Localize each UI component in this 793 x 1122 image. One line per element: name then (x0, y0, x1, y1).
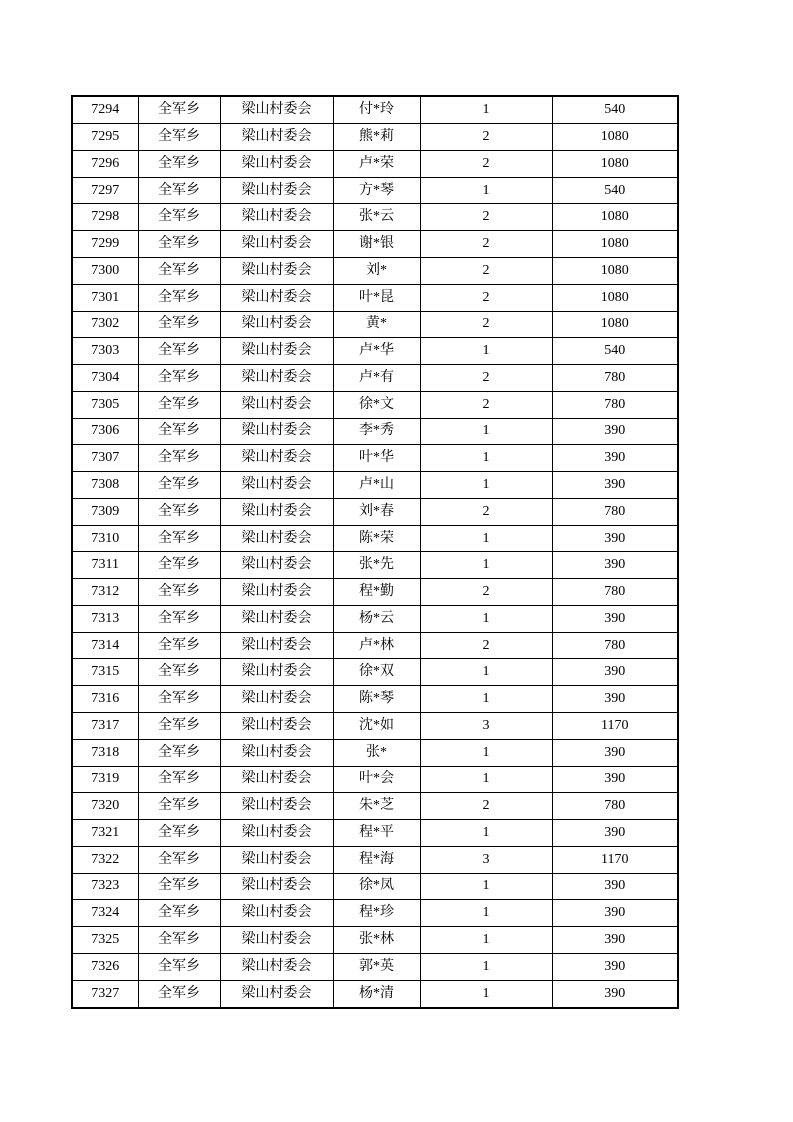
cell-person-name: 卢*华 (333, 338, 420, 365)
table-row (72, 338, 678, 365)
cell-village: 梁山村委会 (220, 739, 333, 766)
cell-person-count: 2 (420, 498, 552, 525)
cell-amount: 390 (552, 659, 678, 686)
cell-village: 梁山村委会 (220, 472, 333, 499)
table-row (72, 418, 678, 445)
cell-township: 全军乡 (138, 231, 220, 258)
cell-amount: 540 (552, 338, 678, 365)
cell-person-count: 1 (420, 418, 552, 445)
cell-record-id: 7296 (72, 150, 138, 177)
cell-record-id: 7311 (72, 552, 138, 579)
cell-person-count: 1 (420, 605, 552, 632)
table-row (72, 365, 678, 392)
cell-person-count: 3 (420, 846, 552, 873)
cell-person-count: 2 (420, 311, 552, 338)
cell-amount: 390 (552, 900, 678, 927)
table-row (72, 177, 678, 204)
cell-person-name: 黄* (333, 311, 420, 338)
cell-village: 梁山村委会 (220, 793, 333, 820)
cell-person-count: 1 (420, 873, 552, 900)
cell-record-id: 7324 (72, 900, 138, 927)
cell-person-count: 1 (420, 552, 552, 579)
table-row (72, 739, 678, 766)
cell-township: 全军乡 (138, 632, 220, 659)
cell-township: 全军乡 (138, 284, 220, 311)
cell-record-id: 7301 (72, 284, 138, 311)
cell-village: 梁山村委会 (220, 605, 333, 632)
cell-person-name: 沈*如 (333, 713, 420, 740)
cell-person-name: 陈*荣 (333, 525, 420, 552)
cell-village: 梁山村委会 (220, 953, 333, 980)
cell-record-id: 7318 (72, 739, 138, 766)
cell-village: 梁山村委会 (220, 204, 333, 231)
cell-township: 全军乡 (138, 311, 220, 338)
cell-village: 梁山村委会 (220, 632, 333, 659)
table-row (72, 766, 678, 793)
cell-person-name: 方*琴 (333, 177, 420, 204)
cell-village: 梁山村委会 (220, 284, 333, 311)
cell-amount: 1080 (552, 284, 678, 311)
table-row (72, 659, 678, 686)
cell-record-id: 7313 (72, 605, 138, 632)
cell-record-id: 7295 (72, 124, 138, 151)
table-row (72, 552, 678, 579)
cell-amount: 780 (552, 579, 678, 606)
cell-amount: 390 (552, 525, 678, 552)
cell-person-name: 杨*云 (333, 605, 420, 632)
table-row (72, 927, 678, 954)
cell-village: 梁山村委会 (220, 980, 333, 1008)
cell-person-name: 张* (333, 739, 420, 766)
cell-amount: 780 (552, 793, 678, 820)
cell-person-name: 谢*银 (333, 231, 420, 258)
table-row (72, 311, 678, 338)
cell-person-name: 刘*春 (333, 498, 420, 525)
cell-township: 全军乡 (138, 579, 220, 606)
cell-person-name: 叶*华 (333, 445, 420, 472)
cell-person-count: 1 (420, 980, 552, 1008)
cell-township: 全军乡 (138, 204, 220, 231)
table-row (72, 980, 678, 1008)
table-row (72, 525, 678, 552)
cell-person-count: 2 (420, 632, 552, 659)
cell-township: 全军乡 (138, 605, 220, 632)
cell-person-name: 程*海 (333, 846, 420, 873)
cell-village: 梁山村委会 (220, 900, 333, 927)
cell-township: 全军乡 (138, 793, 220, 820)
cell-amount: 390 (552, 605, 678, 632)
cell-amount: 1080 (552, 311, 678, 338)
table-row (72, 873, 678, 900)
cell-record-id: 7310 (72, 525, 138, 552)
table-row (72, 953, 678, 980)
cell-record-id: 7325 (72, 927, 138, 954)
cell-township: 全军乡 (138, 96, 220, 124)
cell-amount: 540 (552, 96, 678, 124)
cell-township: 全军乡 (138, 846, 220, 873)
cell-record-id: 7315 (72, 659, 138, 686)
cell-amount: 780 (552, 632, 678, 659)
cell-village: 梁山村委会 (220, 525, 333, 552)
cell-village: 梁山村委会 (220, 927, 333, 954)
cell-person-count: 2 (420, 391, 552, 418)
cell-township: 全军乡 (138, 552, 220, 579)
cell-person-name: 张*云 (333, 204, 420, 231)
cell-person-name: 张*林 (333, 927, 420, 954)
cell-person-count: 1 (420, 953, 552, 980)
cell-person-count: 2 (420, 579, 552, 606)
cell-person-name: 叶*会 (333, 766, 420, 793)
cell-record-id: 7327 (72, 980, 138, 1008)
cell-person-name: 叶*昆 (333, 284, 420, 311)
cell-village: 梁山村委会 (220, 445, 333, 472)
cell-amount: 1170 (552, 713, 678, 740)
cell-township: 全军乡 (138, 391, 220, 418)
cell-village: 梁山村委会 (220, 177, 333, 204)
cell-record-id: 7321 (72, 820, 138, 847)
cell-record-id: 7300 (72, 257, 138, 284)
cell-amount: 1080 (552, 257, 678, 284)
table-row (72, 900, 678, 927)
cell-amount: 780 (552, 391, 678, 418)
cell-person-count: 1 (420, 900, 552, 927)
cell-township: 全军乡 (138, 739, 220, 766)
cell-record-id: 7303 (72, 338, 138, 365)
cell-amount: 540 (552, 177, 678, 204)
cell-amount: 1080 (552, 124, 678, 151)
cell-village: 梁山村委会 (220, 338, 333, 365)
cell-record-id: 7308 (72, 472, 138, 499)
table-row (72, 284, 678, 311)
cell-village: 梁山村委会 (220, 311, 333, 338)
cell-person-count: 2 (420, 365, 552, 392)
cell-record-id: 7323 (72, 873, 138, 900)
cell-person-name: 杨*清 (333, 980, 420, 1008)
cell-township: 全军乡 (138, 713, 220, 740)
cell-person-count: 3 (420, 713, 552, 740)
cell-person-count: 1 (420, 472, 552, 499)
cell-township: 全军乡 (138, 472, 220, 499)
cell-amount: 390 (552, 739, 678, 766)
cell-amount: 1080 (552, 150, 678, 177)
cell-person-name: 程*勤 (333, 579, 420, 606)
table-row (72, 686, 678, 713)
cell-amount: 390 (552, 445, 678, 472)
cell-record-id: 7322 (72, 846, 138, 873)
cell-township: 全军乡 (138, 338, 220, 365)
cell-amount: 1080 (552, 231, 678, 258)
table-row (72, 846, 678, 873)
cell-amount: 390 (552, 873, 678, 900)
cell-record-id: 7298 (72, 204, 138, 231)
cell-amount: 390 (552, 418, 678, 445)
cell-township: 全军乡 (138, 365, 220, 392)
cell-person-name: 熊*莉 (333, 124, 420, 151)
cell-record-id: 7326 (72, 953, 138, 980)
cell-amount: 780 (552, 365, 678, 392)
cell-record-id: 7302 (72, 311, 138, 338)
cell-township: 全军乡 (138, 766, 220, 793)
cell-township: 全军乡 (138, 873, 220, 900)
cell-village: 梁山村委会 (220, 820, 333, 847)
cell-village: 梁山村委会 (220, 579, 333, 606)
cell-record-id: 7312 (72, 579, 138, 606)
table-row (72, 820, 678, 847)
cell-person-name: 卢*有 (333, 365, 420, 392)
cell-village: 梁山村委会 (220, 365, 333, 392)
cell-record-id: 7299 (72, 231, 138, 258)
cell-person-count: 2 (420, 150, 552, 177)
cell-township: 全军乡 (138, 525, 220, 552)
cell-record-id: 7314 (72, 632, 138, 659)
table-row (72, 257, 678, 284)
cell-person-count: 1 (420, 686, 552, 713)
cell-person-count: 2 (420, 204, 552, 231)
table-row (72, 605, 678, 632)
table-row (72, 445, 678, 472)
table-row (72, 713, 678, 740)
cell-amount: 390 (552, 820, 678, 847)
cell-village: 梁山村委会 (220, 124, 333, 151)
cell-record-id: 7306 (72, 418, 138, 445)
cell-village: 梁山村委会 (220, 96, 333, 124)
cell-amount: 390 (552, 980, 678, 1008)
cell-person-count: 1 (420, 96, 552, 124)
cell-township: 全军乡 (138, 953, 220, 980)
cell-township: 全军乡 (138, 498, 220, 525)
cell-person-count: 1 (420, 927, 552, 954)
cell-village: 梁山村委会 (220, 150, 333, 177)
cell-person-count: 1 (420, 445, 552, 472)
cell-village: 梁山村委会 (220, 873, 333, 900)
cell-person-name: 张*先 (333, 552, 420, 579)
cell-person-name: 卢*林 (333, 632, 420, 659)
cell-village: 梁山村委会 (220, 498, 333, 525)
cell-township: 全军乡 (138, 686, 220, 713)
cell-village: 梁山村委会 (220, 418, 333, 445)
cell-person-count: 2 (420, 231, 552, 258)
cell-person-count: 1 (420, 766, 552, 793)
table-row (72, 391, 678, 418)
cell-person-count: 2 (420, 124, 552, 151)
table-row (72, 472, 678, 499)
cell-person-name: 陈*琴 (333, 686, 420, 713)
table-row (72, 124, 678, 151)
cell-record-id: 7304 (72, 365, 138, 392)
beneficiary-table (71, 95, 679, 1009)
cell-record-id: 7307 (72, 445, 138, 472)
table-row (72, 793, 678, 820)
cell-township: 全军乡 (138, 820, 220, 847)
cell-amount: 390 (552, 953, 678, 980)
cell-record-id: 7305 (72, 391, 138, 418)
cell-village: 梁山村委会 (220, 713, 333, 740)
cell-amount: 390 (552, 686, 678, 713)
cell-person-count: 1 (420, 338, 552, 365)
cell-record-id: 7320 (72, 793, 138, 820)
cell-person-count: 1 (420, 820, 552, 847)
cell-person-name: 徐*凤 (333, 873, 420, 900)
table-row (72, 150, 678, 177)
cell-village: 梁山村委会 (220, 846, 333, 873)
cell-township: 全军乡 (138, 659, 220, 686)
cell-person-name: 郭*英 (333, 953, 420, 980)
cell-village: 梁山村委会 (220, 766, 333, 793)
cell-person-count: 1 (420, 177, 552, 204)
cell-person-name: 朱*芝 (333, 793, 420, 820)
cell-person-count: 2 (420, 257, 552, 284)
cell-village: 梁山村委会 (220, 391, 333, 418)
cell-person-name: 程*平 (333, 820, 420, 847)
cell-record-id: 7316 (72, 686, 138, 713)
cell-person-count: 2 (420, 793, 552, 820)
cell-amount: 390 (552, 766, 678, 793)
cell-amount: 390 (552, 927, 678, 954)
cell-person-name: 卢*荣 (333, 150, 420, 177)
cell-person-count: 1 (420, 525, 552, 552)
cell-record-id: 7317 (72, 713, 138, 740)
cell-township: 全军乡 (138, 445, 220, 472)
cell-person-name: 卢*山 (333, 472, 420, 499)
table-body (72, 96, 678, 1008)
cell-person-name: 程*珍 (333, 900, 420, 927)
cell-township: 全军乡 (138, 257, 220, 284)
cell-person-count: 2 (420, 284, 552, 311)
cell-record-id: 7294 (72, 96, 138, 124)
cell-village: 梁山村委会 (220, 686, 333, 713)
cell-amount: 390 (552, 472, 678, 499)
cell-village: 梁山村委会 (220, 659, 333, 686)
cell-amount: 1170 (552, 846, 678, 873)
table-row (72, 231, 678, 258)
cell-township: 全军乡 (138, 900, 220, 927)
cell-person-count: 1 (420, 659, 552, 686)
cell-person-count: 1 (420, 739, 552, 766)
table-row (72, 632, 678, 659)
table-row (72, 204, 678, 231)
table-row (72, 96, 678, 124)
cell-person-name: 刘* (333, 257, 420, 284)
cell-person-name: 徐*文 (333, 391, 420, 418)
table-row (72, 579, 678, 606)
cell-record-id: 7297 (72, 177, 138, 204)
cell-township: 全军乡 (138, 927, 220, 954)
cell-township: 全军乡 (138, 418, 220, 445)
cell-person-name: 付*玲 (333, 96, 420, 124)
cell-township: 全军乡 (138, 980, 220, 1008)
cell-amount: 780 (552, 498, 678, 525)
cell-record-id: 7309 (72, 498, 138, 525)
cell-village: 梁山村委会 (220, 552, 333, 579)
cell-person-name: 李*秀 (333, 418, 420, 445)
cell-record-id: 7319 (72, 766, 138, 793)
cell-township: 全军乡 (138, 150, 220, 177)
cell-amount: 1080 (552, 204, 678, 231)
cell-amount: 390 (552, 552, 678, 579)
cell-township: 全军乡 (138, 124, 220, 151)
cell-village: 梁山村委会 (220, 231, 333, 258)
cell-village: 梁山村委会 (220, 257, 333, 284)
cell-township: 全军乡 (138, 177, 220, 204)
cell-person-name: 徐*双 (333, 659, 420, 686)
table-row (72, 498, 678, 525)
